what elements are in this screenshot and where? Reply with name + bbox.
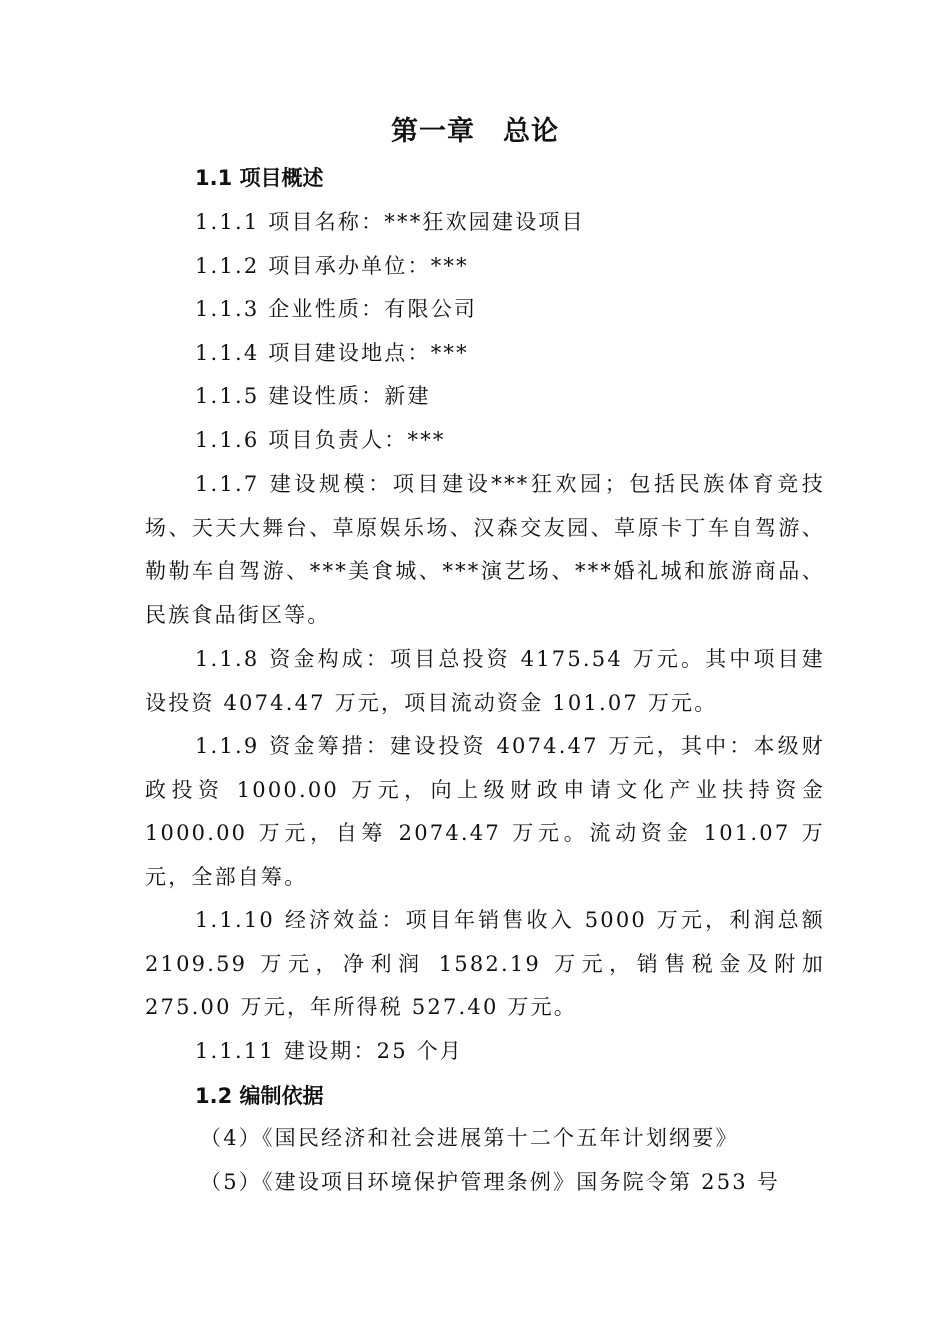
basis-item-5: （5）《建设项目环境保护管理条例》国务院令第 253 号 <box>200 1170 780 1194</box>
section-heading-1-2: 1.2 编制依据 <box>195 1084 324 1108</box>
basis-item-4: （4）《国民经济和社会进展第十二个五年计划纲要》 <box>200 1126 739 1150</box>
item-enterprise-nature: 1.1.3 企业性质：有限公司 <box>195 297 478 321</box>
item-funding: 1.1.9 资金筹措：建设投资 4074.47 万元，其中：本级财政投资 1000.00 万元，向上级财政申请文化产业扶持资金 1000.00 万元，自筹 2074.47 万元。流动资金 101.07 万元，全部自筹。 <box>145 734 825 890</box>
item-responsible-person: 1.1.6 项目负责人：*** <box>195 428 446 452</box>
item-construction-scale: 1.1.7 建设规模：项目建设***狂欢园；包括民族体育竞技场、天天大舞台、草原娱乐场、汉森交友园、草原卡丁车自驾游、勒勒车自驾游、***美食城、***演艺场、***婚礼城和旅游商品、民族食品街区等。 <box>145 472 825 628</box>
item-location: 1.1.4 项目建设地点：*** <box>195 341 469 365</box>
item-construction-period: 1.1.11 建设期：25 个月 <box>195 1039 464 1063</box>
item-project-name: 1.1.1 项目名称：***狂欢园建设项目 <box>195 210 585 234</box>
item-capital-structure: 1.1.8 资金构成：项目总投资 4175.54 万元。其中项目建设投资 4074.47 万元，项目流动资金 101.07 万元。 <box>145 647 825 715</box>
chapter-title: 第一章 总论 <box>391 116 559 147</box>
item-construction-nature: 1.1.5 建设性质：新建 <box>195 384 431 408</box>
item-sponsor: 1.1.2 项目承办单位：*** <box>195 254 469 278</box>
section-heading-1-1: 1.1 项目概述 <box>195 166 324 190</box>
item-economic-benefit: 1.1.10 经济效益：项目年销售收入 5000 万元，利润总额 2109.59 万元，净利润 1582.19 万元，销售税金及附加 275.00 万元，年所得税 527.40 万元。 <box>145 908 825 1020</box>
